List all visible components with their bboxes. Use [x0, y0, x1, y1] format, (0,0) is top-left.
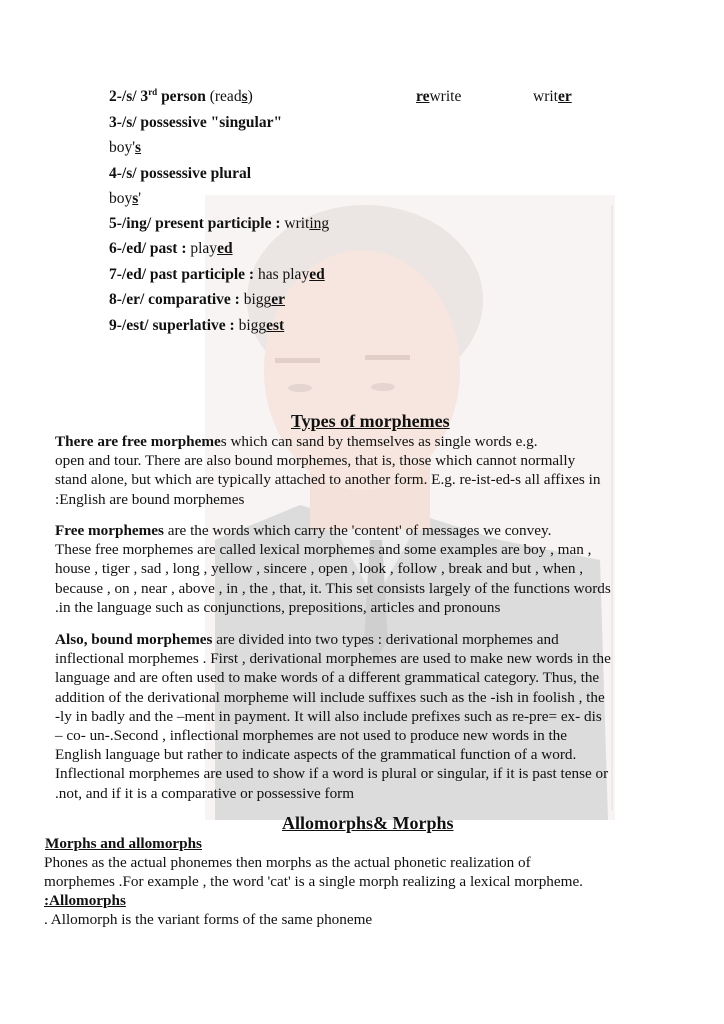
example-suffix: s — [135, 139, 142, 156]
subheading-morphs-and-allomorphs: Morphs and allomorphs — [45, 835, 202, 852]
para-line: -ly in badly and the –ment in payment. It will also include prefixes such as re-pre= ex- dis — [55, 707, 602, 725]
example-suffix: est — [266, 317, 285, 334]
example-close: ) — [247, 88, 253, 105]
suffix-label: 2-/s/ 3 — [109, 88, 149, 105]
example-word: bigg — [243, 291, 272, 308]
para-line: language and are often used to make words of a different grammatical category. Thus, the — [55, 669, 600, 687]
allomorphs-block — [44, 834, 714, 929]
para-line — [55, 521, 715, 540]
paragraph-free-bound-intro — [55, 432, 715, 509]
suffix-label: 8-/er/ comparative : — [109, 291, 244, 308]
para-line: . Allomorph is the variant forms of the same phoneme — [44, 911, 373, 928]
example-suffix: ing — [309, 215, 330, 232]
example-word: boy — [109, 190, 133, 207]
para-line: English language but rather to indicate aspects of the grammatical function of a word. — [55, 746, 577, 764]
example-word: bigg — [238, 317, 267, 334]
stem: writ — [533, 88, 558, 105]
suffix-label: 7-/ed/ past participle : — [109, 266, 258, 283]
example-word: writ — [284, 215, 310, 232]
para-line: These free morphemes are called lexical morphemes and some examples are boy , man , — [55, 541, 592, 559]
example-suffix: er — [271, 291, 286, 308]
para-line: open and tour. There are also bound morphemes, that is, those which cannot normally — [55, 452, 576, 470]
para-text: s which can sand by themselves as single words e.g. — [220, 433, 538, 450]
para-lead-bold: There are free morpheme — [55, 433, 221, 450]
suffix-item-7 — [109, 265, 325, 285]
example-boys-plural — [109, 189, 141, 209]
suffix-item-8 — [109, 290, 285, 310]
example-apostrophe: ' — [138, 190, 142, 207]
side-example-rewrite — [416, 87, 461, 107]
suffix-label-rest: person — [157, 88, 206, 105]
para-line: Inflectional morphemes are used to show if a word is plural or singular, if it is past tense or — [55, 765, 609, 783]
example-suffix: s — [132, 190, 139, 207]
para-line: Phones as the actual phonemes then morphs as the actual phonetic realization of — [44, 854, 531, 871]
para-line — [55, 432, 715, 451]
suffix-item-9 — [109, 316, 284, 336]
suffix-label: 6-/ed/ past : — [109, 240, 191, 257]
side-example-writer — [533, 87, 572, 107]
suffix-item-3: 3-/s/ possessive "singular" — [109, 114, 283, 131]
para-line: .not, and if it is a comparative or possessive form — [55, 784, 355, 802]
paragraph-free-morphemes — [55, 521, 715, 617]
para-line: addition of the derivational morpheme will include suffixes such as the -ish in foolish , the — [55, 688, 605, 706]
suffix-item-4: 4-/s/ possessive plural — [109, 165, 252, 182]
para-line: – co- un-.Second , inflectional morphemes are not used to produce new words in the — [55, 727, 568, 745]
example-word: (read — [205, 88, 242, 105]
example-word: has play — [257, 266, 310, 283]
stem: write — [429, 88, 462, 105]
paragraph-bound-morphemes — [55, 630, 715, 803]
para-line: house , tiger , sad , long , yellow , sincere , open , look , follow , break and but , when , — [55, 560, 584, 578]
example-suffix: ed — [217, 240, 233, 257]
suffix-item-6 — [109, 239, 233, 259]
para-line: because , on , near , above , in , the , that, it. This set consists largely of the functions words — [55, 579, 611, 597]
para-text: are the words which carry the 'content' of messages we convey. — [163, 522, 552, 539]
para-line: morphemes .For example , the word 'cat' is a single morph realizing a lexical morpheme. — [44, 873, 583, 890]
suffix: er — [557, 88, 572, 105]
para-lead-bold: Also, bound morphemes — [55, 631, 213, 648]
example-word: boy' — [109, 139, 136, 156]
example-suffix: s — [241, 88, 248, 105]
para-line: .in the language such as conjunctions, prepositions, articles and pronouns — [55, 598, 501, 616]
section-title-types: Types of morphemes — [291, 411, 450, 431]
prefix: re — [416, 88, 430, 105]
para-line: inflectional morphemes . First , derivational morphemes are used to make new words in the — [55, 650, 611, 668]
para-line — [55, 630, 715, 649]
para-lead-bold: Free morphemes — [55, 522, 164, 539]
para-line: stand alone, but which are typically attached to another form. E.g. re-ist-ed-s all affixes in — [55, 471, 601, 489]
subheading-allomorphs: :Allomorphs — [44, 892, 126, 909]
example-boys-singular — [109, 138, 141, 158]
suffix-label: 9-/est/ superlative : — [109, 317, 239, 334]
para-text: are divided into two types : derivational morphemes and — [212, 631, 559, 648]
suffix-item-2 — [109, 87, 253, 107]
para-line: :English are bound morphemes — [55, 490, 245, 508]
suffix-item-5 — [109, 214, 329, 234]
section-title-allomorphs: Allomorphs& Morphs — [282, 813, 454, 833]
suffix-superscript: rd — [148, 87, 158, 97]
example-suffix: ed — [309, 266, 325, 283]
example-word: play — [190, 240, 218, 257]
suffix-label: 5-/ing/ present participle : — [109, 215, 285, 232]
